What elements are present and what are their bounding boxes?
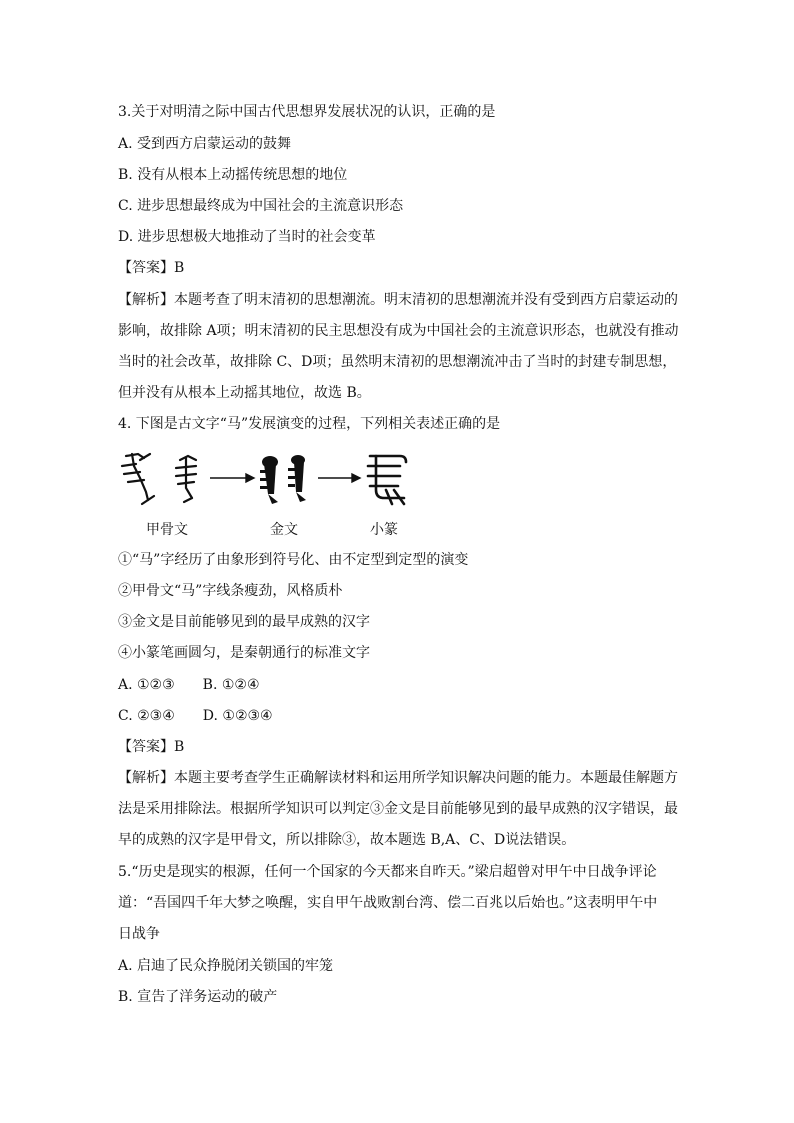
q3-analysis-line: 【解析】本题考查了明末清初的思想潮流。明末清初的思想潮流并没有受到西方启蒙运动的	[118, 292, 678, 308]
q4-item: ①“马”字经历了由象形到符号化、由不定型到定型的演变	[118, 552, 469, 568]
caption-small-seal: 小篆	[370, 522, 398, 538]
q4-answer: 【答案】B	[118, 739, 185, 755]
q4-item: ④小篆笔画圆匀，是秦朝通行的标准文字	[118, 645, 370, 661]
small-seal-ma-glyph	[368, 456, 406, 504]
q5-option-b: B. 宣告了洋务运动的破产	[118, 989, 278, 1005]
q3-analysis-line: 但并没有从根本上动摇其地位，故选 B。	[118, 385, 371, 401]
caption-bronze: 金文	[270, 522, 298, 538]
oracle-bone-ma-glyph-1	[122, 454, 154, 504]
q3-option-d: D. 进步思想极大地推动了当时的社会变革	[118, 229, 376, 245]
q5-stem-line: 5.“历史是现实的根源，任何一个国家的今天都来自昨天。”梁启超曾对甲午中日战争评论	[118, 864, 657, 880]
bronze-inscription-ma-glyph-2	[288, 455, 306, 502]
q3-analysis-line: 影响，故排除 A项；明末清初的民主思想没有成为中国社会的主流意识形态，也就没有推动	[118, 323, 679, 339]
q4-item: ③金文是目前能够见到的最早成熟的汉字	[118, 614, 370, 630]
q4-analysis-line: 早的成熟的汉字是甲骨文，所以排除③，故本题选 B,A、C、D说法错误。	[118, 832, 576, 848]
q4-stem: 4. 下图是古文字“马”发展演变的过程，下列相关表述正确的是	[118, 416, 501, 432]
caption-oracle-bone: 甲骨文	[146, 522, 188, 538]
q3-stem: 3.关于对明清之际中国古代思想界发展状况的认识，正确的是	[118, 104, 496, 120]
ma-character-evolution-figure	[118, 448, 418, 540]
q5-stem-line: 道：“吾国四千年大梦之唤醒，实自甲午战败割台湾、偿二百兆以后始也。”这表明甲午中	[118, 895, 658, 911]
oracle-bone-ma-glyph-2	[176, 456, 196, 502]
q5-option-a: A. 启迪了民众挣脱闭关锁国的牢笼	[118, 958, 334, 974]
q4-analysis-line: 【解析】本题主要考查学生正确解读材料和运用所学知识解决问题的能力。本题最佳解题方	[118, 770, 678, 786]
ma-glyphs-image	[118, 448, 418, 512]
arrow-right-icon	[210, 474, 254, 482]
q4-item: ②甲骨文“马”字线条瘦劲，风格质朴	[118, 583, 343, 599]
q5-stem-line: 日战争	[118, 926, 160, 942]
arrow-right-icon	[318, 474, 360, 482]
bronze-inscription-ma-glyph-1	[260, 456, 278, 504]
q4-analysis-line: 法是采用排除法。根据所学知识可以判定③金文是目前能够见到的最早成熟的汉字错误，最	[118, 801, 678, 817]
q3-option-a: A. 受到西方启蒙运动的鼓舞	[118, 136, 292, 152]
q4-options-row-1: A. ①②③ B. ①②④	[118, 677, 260, 693]
q3-answer: 【答案】B	[118, 260, 185, 276]
q3-option-c: C. 进步思想最终成为中国社会的主流意识形态	[118, 198, 404, 214]
q4-options-row-2: C. ②③④ D. ①②③④	[118, 708, 273, 724]
q3-option-b: B. 没有从根本上动摇传统思想的地位	[118, 167, 348, 183]
q3-analysis-line: 当时的社会改革，故排除 C、D项；虽然明末清初的思想潮流冲击了当时的封建专制思想，	[118, 354, 677, 370]
